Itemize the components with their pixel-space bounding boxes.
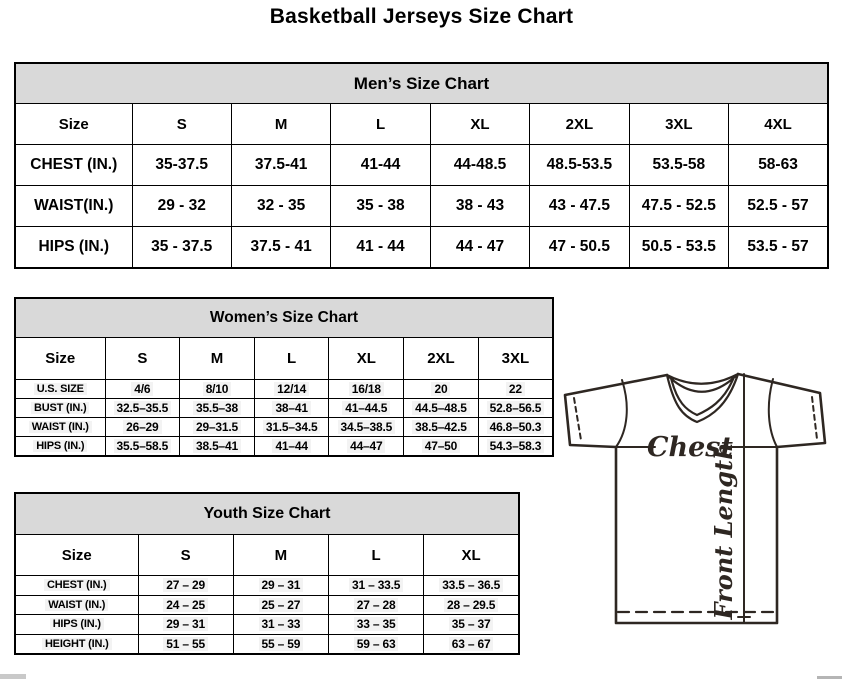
size-cell: 47–50 (404, 437, 479, 457)
table-row (15, 576, 519, 596)
size-cell: 41–44 (254, 437, 329, 457)
size-cell: 35 - 37.5 (132, 227, 231, 269)
size-cell: 50.5 - 53.5 (629, 227, 728, 269)
size-cell: 27 – 28 (329, 595, 424, 615)
column-header: XL (329, 338, 404, 380)
row-label: BUST (IN.) (15, 399, 105, 418)
size-cell: 16/18 (329, 380, 404, 399)
size-cell: 31 – 33.5 (329, 576, 424, 596)
size-cell: 35 – 37 (424, 615, 519, 635)
table-row (15, 104, 828, 145)
table-row (15, 535, 519, 576)
chest-label: Chest (647, 432, 733, 463)
column-header: 2XL (404, 338, 479, 380)
youth-size-table (14, 492, 520, 655)
column-header: L (254, 338, 329, 380)
row-label: U.S. SIZE (15, 380, 105, 399)
column-header: S (138, 535, 233, 576)
row-label: WAIST (IN.) (15, 418, 105, 437)
size-cell: 41-44 (331, 145, 430, 186)
size-cell: 22 (478, 380, 553, 399)
womens-table-title: Women’s Size Chart (15, 298, 553, 338)
size-cell: 32 - 35 (231, 186, 330, 227)
table-row (15, 418, 553, 437)
size-cell: 35-37.5 (132, 145, 231, 186)
column-header: 3XL (478, 338, 553, 380)
size-cell: 28 – 29.5 (424, 595, 519, 615)
size-cell: 48.5-53.5 (530, 145, 629, 186)
size-cell: 38 - 43 (430, 186, 529, 227)
size-cell: 44 - 47 (430, 227, 529, 269)
column-header: M (180, 338, 255, 380)
size-cell: 26–29 (105, 418, 180, 437)
size-cell: 44.5–48.5 (404, 399, 479, 418)
row-label: WAIST (IN.) (15, 595, 138, 615)
column-header: L (329, 535, 424, 576)
table-row (15, 227, 828, 269)
table-row (15, 145, 828, 186)
size-cell: 41 - 44 (331, 227, 430, 269)
size-cell: 37.5-41 (231, 145, 330, 186)
size-cell: 47 - 50.5 (530, 227, 629, 269)
size-cell: 34.5–38.5 (329, 418, 404, 437)
size-cell: 44–47 (329, 437, 404, 457)
size-cell: 44-48.5 (430, 145, 529, 186)
size-cell: 52.8–56.5 (478, 399, 553, 418)
column-header: 2XL (530, 104, 629, 145)
size-cell: 46.8–50.3 (478, 418, 553, 437)
size-cell: 53.5 - 57 (729, 227, 828, 269)
table-row (15, 634, 519, 654)
size-cell: 63 – 67 (424, 634, 519, 654)
size-cell: 47.5 - 52.5 (629, 186, 728, 227)
size-cell: 38–41 (254, 399, 329, 418)
size-cell: 41–44.5 (329, 399, 404, 418)
column-header: M (233, 535, 328, 576)
table-row (15, 437, 553, 457)
table-row (15, 615, 519, 635)
size-cell: 33.5 – 36.5 (424, 576, 519, 596)
size-cell: 59 – 63 (329, 634, 424, 654)
size-cell: 58-63 (729, 145, 828, 186)
size-cell: 25 – 27 (233, 595, 328, 615)
front-length-label: Front Length (709, 442, 738, 620)
armhole-seam-left (616, 380, 627, 447)
column-header: L (331, 104, 430, 145)
size-cell: 31 – 33 (233, 615, 328, 635)
size-cell: 51 – 55 (138, 634, 233, 654)
armhole-seam-right (769, 379, 777, 447)
sleeve-cuff-dashed-right (812, 397, 817, 439)
jersey-outline (565, 374, 825, 623)
row-label: HIPS (IN.) (15, 227, 132, 269)
column-header: S (105, 338, 180, 380)
size-cell: 54.3–58.3 (478, 437, 553, 457)
size-cell: 38.5–42.5 (404, 418, 479, 437)
table-row (15, 298, 553, 338)
column-header: Size (15, 338, 105, 380)
size-cell: 24 – 25 (138, 595, 233, 615)
table-row (15, 186, 828, 227)
size-cell: 35 - 38 (331, 186, 430, 227)
page-title: Basketball Jerseys Size Chart (269, 5, 574, 28)
size-cell: 29 – 31 (233, 576, 328, 596)
column-header: S (132, 104, 231, 145)
column-header: M (231, 104, 330, 145)
size-cell: 52.5 - 57 (729, 186, 828, 227)
size-cell: 29–31.5 (180, 418, 255, 437)
size-cell: 37.5 - 41 (231, 227, 330, 269)
column-header: Size (15, 104, 132, 145)
table-row (15, 595, 519, 615)
row-label: HEIGHT (IN.) (15, 634, 138, 654)
size-cell: 38.5–41 (180, 437, 255, 457)
size-cell: 53.5-58 (629, 145, 728, 186)
column-header: XL (424, 535, 519, 576)
youth-table-title: Youth Size Chart (15, 493, 519, 535)
size-cell: 31.5–34.5 (254, 418, 329, 437)
row-label: WAIST(IN.) (15, 186, 132, 227)
size-cell: 29 – 31 (138, 615, 233, 635)
front-length-line (738, 374, 750, 623)
mens-size-table (14, 62, 829, 269)
column-header: Size (15, 535, 138, 576)
size-cell: 33 – 35 (329, 615, 424, 635)
size-cell: 27 – 29 (138, 576, 233, 596)
ui-artifact-bottom-left (0, 674, 26, 679)
size-cell: 29 - 32 (132, 186, 231, 227)
mens-table-title: Men’s Size Chart (15, 63, 828, 104)
size-cell: 4/6 (105, 380, 180, 399)
column-header: 4XL (729, 104, 828, 145)
table-row (15, 63, 828, 104)
row-label: HIPS (IN.) (15, 615, 138, 635)
size-cell: 12/14 (254, 380, 329, 399)
row-label: CHEST (IN.) (15, 145, 132, 186)
jersey-diagram (560, 360, 832, 660)
size-cell: 35.5–58.5 (105, 437, 180, 457)
size-cell: 35.5–38 (180, 399, 255, 418)
table-row (15, 399, 553, 418)
womens-size-table (14, 297, 554, 457)
size-cell: 8/10 (180, 380, 255, 399)
jersey-collar (667, 374, 738, 422)
size-cell: 32.5–35.5 (105, 399, 180, 418)
size-cell: 43 - 47.5 (530, 186, 629, 227)
size-cell: 20 (404, 380, 479, 399)
sleeve-cuff-dashed-left (574, 398, 581, 440)
column-header: XL (430, 104, 529, 145)
row-label: HIPS (IN.) (15, 437, 105, 457)
row-label: CHEST (IN.) (15, 576, 138, 596)
column-header: 3XL (629, 104, 728, 145)
size-cell: 55 – 59 (233, 634, 328, 654)
table-row (15, 380, 553, 399)
table-row (15, 493, 519, 535)
table-row (15, 338, 553, 380)
